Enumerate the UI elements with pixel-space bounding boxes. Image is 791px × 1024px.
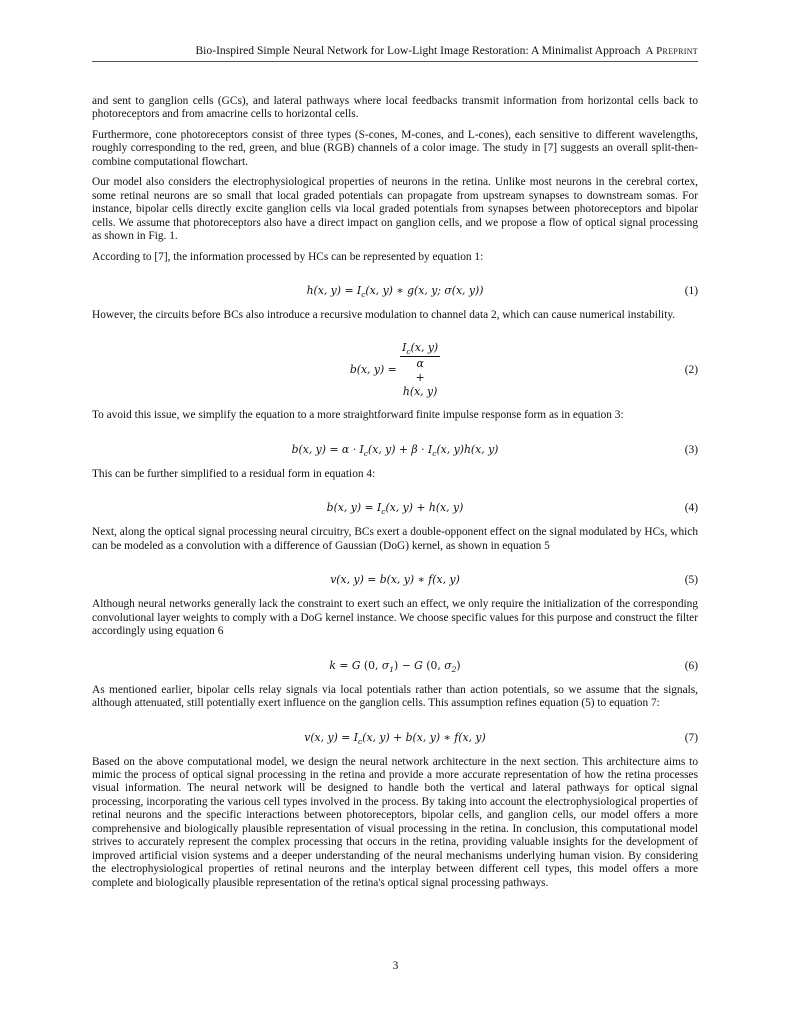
- running-title: Bio-Inspired Simple Neural Network for Low-Light Image Restoration: A Minimalist Approach: [195, 44, 641, 57]
- equation-1: [92, 283, 698, 299]
- equation-number: (5): [684, 574, 698, 587]
- running-header: [92, 44, 698, 57]
- equation-body: v(x, $y) = I_c(x$, y) + b(x, y) ∗ f(x, y): [304, 730, 486, 746]
- equation-3: [92, 442, 698, 458]
- equation-6: [92, 658, 698, 674]
- equation-number: (6): [684, 659, 698, 672]
- paragraph: As mentioned earlier, bipolar cells relay signals via local potentials rather than action potentials, so we assume that the signals, although attenuated, still potentially exert influence on the ganglion cells. This assumption refines equation (5) to equation 7:: [92, 683, 698, 710]
- preprint-tag: A Preprint: [645, 45, 698, 57]
- paragraph: Next, along the optical signal processing neural circuitry, BCs exert a double-opponent effect on the signal modulated by HCs, which can be modeled as a convolution with a difference of Gaussian (DoG) kernel, as shown in equation 5: [92, 526, 698, 552]
- paragraph: Although neural networks generally lack the constraint to exert such an effect, we only require the initialization of the corresponding convolutional layer weights to comply with a DoG kernel instance. We choose specific values for this purpose and construct the filter accordingly using equation 6: [92, 598, 698, 638]
- equation-body: b(x, $y) = I_c(x$, y) + h(x, y): [326, 501, 464, 517]
- paragraph: Furthermore, cone photoreceptors consist of three types (S-cones, M-cones, and L-cones), each sensitive to different wavelengths, roughly corresponding to the red, green, and blue (RGB) channels of a color image. The study in [7] suggests an overall split-then-combine computational flowchart.: [92, 128, 698, 168]
- paragraph: However, the circuits before BCs also introduce a recursive modulation to channel data 2, which can cause numerical instability.: [92, 308, 676, 321]
- header-rule: [92, 61, 698, 62]
- equation-body: k = G (0, $\sigma_1) - G$ (0, $\sigma_2$): [329, 658, 461, 674]
- equation-number: (2): [684, 364, 698, 377]
- paragraph: Based on the above computational model, we design the neural network architecture in the next section. This architecture aims to mimic the process of optical signal processing in the retina and provide a more accurate representation of how the retina processes visual information. The neural network will be designed to handle both the vertical and lateral pathways for optical signal processing, incorporating the various cell types involved in the process. By taking into account the electrophysiological properties of retinal neurons and the specific interactions between photoreceptors, bipolar cells, and ganglion cells, our model offers a more comprehensive and biologically plausible representation of visual processing in the retina. In conclusion, this computational model strives to accurately represent the complex processing that occurs in the retina, providing valuable insights for the development of improved artificial vision systems and a deeper understanding of the neural mechanisms underlying human vision. By considering the electrophysiological properties of retinal neurons and the interplay between different cell types, this model offers a more complete and biologically plausible representation of the retina's optical signal processing pathways.: [92, 755, 698, 889]
- equation-number: (7): [684, 731, 698, 744]
- equation-body: b(x, y) = $I_c(x$, y) α + h(x, y): [349, 341, 439, 399]
- page-number: 3: [392, 960, 399, 972]
- paragraph: and sent to ganglion cells (GCs), and lateral pathways where local feedbacks transmit information from horizontal cells back to photoreceptors and from amacrine cells to horizontal cells.: [92, 95, 698, 121]
- equation-2: [92, 341, 698, 399]
- equation-number: (1): [684, 284, 698, 297]
- equation-body: b(x, $y) = \alpha \cdot I_c(x$, $y) + \beta \cdot I_c(x$, y)h(x, y): [291, 442, 499, 459]
- equation-body: v(x, y) = b(x, y) ∗ f(x, y): [330, 573, 460, 587]
- equation-number: (3): [684, 443, 698, 456]
- paragraph: According to [7], the information processed by HCs can be represented by equation 1:: [92, 250, 484, 263]
- paragraph: This can be further simplified to a residual form in equation 4:: [92, 467, 376, 480]
- equation-7: [92, 730, 698, 746]
- page-body: [92, 95, 698, 897]
- equation-body: h(x, $y) = I_c(x$, y) ∗ g(x, y; σ(x, y)): [306, 283, 484, 300]
- equation-4: [92, 500, 698, 516]
- equation-5: [92, 572, 698, 588]
- paragraph: Our model also considers the electrophysiological properties of neurons in the retina. Unlike most neurons in the cerebral cortex, some retinal neurons are so small that local graded potentials can propagate from upstream synapses to downstream somas. For instance, bipolar cells directly excite ganglion cells via local graded potentials from synapses between photoreceptors and bipolar cells. We assume that photoreceptors also have a direct impact on ganglion cells, and we propose a flow of optical signal processing as shown in Fig. 1.: [92, 176, 698, 243]
- paragraph: To avoid this issue, we simplify the equation to a more straightforward finite impulse response form as in equation 3:: [92, 409, 624, 422]
- equation-number: (4): [684, 502, 698, 515]
